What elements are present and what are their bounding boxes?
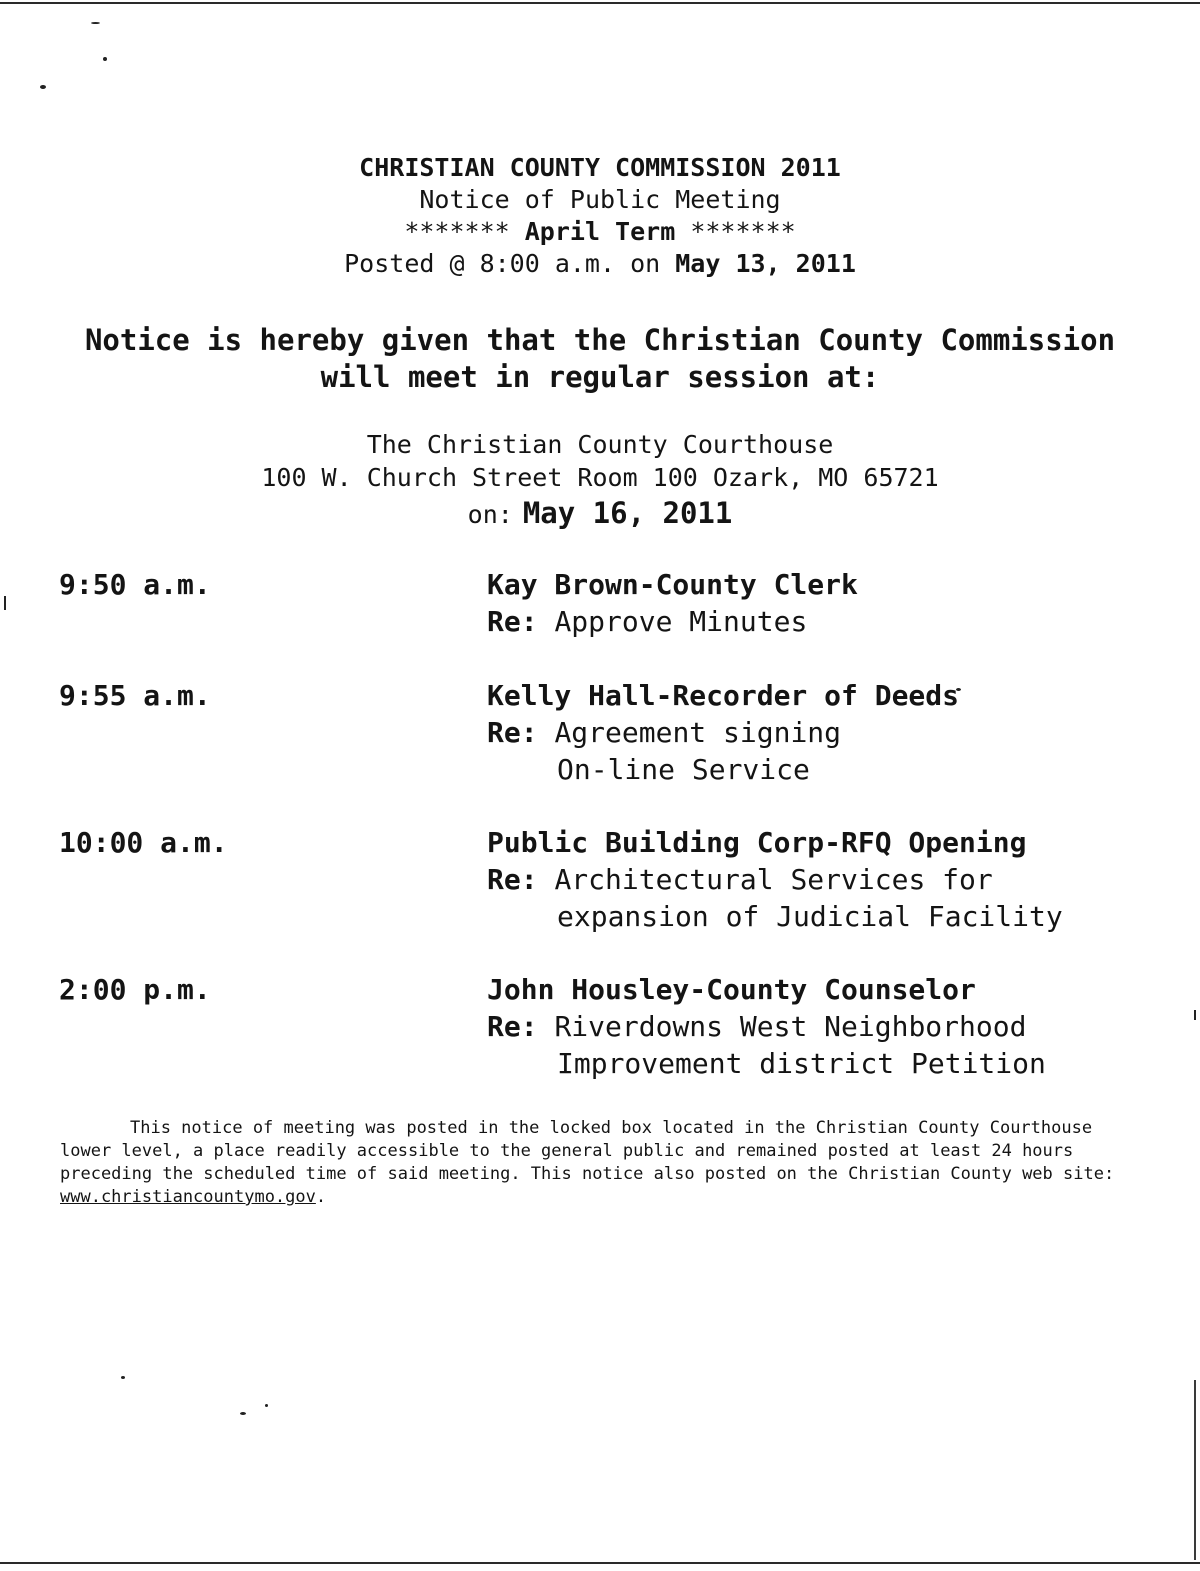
posted-prefix: Posted @ 8:00 a.m. on bbox=[344, 249, 661, 278]
re-label: Re: bbox=[487, 1010, 538, 1043]
agenda-time: 9:50 a.m. bbox=[59, 568, 211, 601]
county-website-link[interactable]: www.christiancountymo.gov bbox=[60, 1187, 316, 1207]
re-label: Re: bbox=[487, 863, 538, 896]
meeting-location bbox=[0, 428, 1200, 494]
term-stars-left: ******* bbox=[404, 217, 510, 246]
agenda-subject-continued: expansion of Judicial Facility bbox=[557, 900, 1063, 933]
scan-speck bbox=[91, 22, 100, 24]
scan-border-top bbox=[0, 2, 1200, 4]
agenda-details bbox=[487, 677, 1167, 788]
term-stars-right: ******* bbox=[690, 217, 796, 246]
agenda-details bbox=[487, 971, 1167, 1082]
agenda-subject-text: Agreement signing bbox=[554, 716, 842, 749]
announcement-line-1: Notice is hereby given that the Christian County Commission bbox=[84, 323, 1116, 357]
scan-speck bbox=[4, 596, 6, 610]
scan-border-bottom bbox=[0, 1562, 1200, 1564]
scan-border-right bbox=[1194, 1380, 1196, 1560]
scan-speck bbox=[40, 85, 46, 89]
scan-speck bbox=[1194, 1010, 1196, 1020]
agenda-subject-text: Approve Minutes bbox=[554, 605, 808, 638]
document-subtitle: Notice of Public Meeting bbox=[419, 185, 781, 214]
posted-date: May 13, 2011 bbox=[675, 249, 856, 278]
agenda-presenter: John Housley-County Counselor bbox=[487, 973, 976, 1006]
scan-speck bbox=[265, 1404, 268, 1407]
agenda-subject bbox=[487, 603, 1167, 640]
agenda-presenter: Kay Brown-County Clerk bbox=[487, 568, 858, 601]
meeting-date-line bbox=[0, 496, 1200, 532]
agenda-subject bbox=[487, 1008, 1167, 1045]
agenda-time: 10:00 a.m. bbox=[59, 826, 228, 859]
agenda-subject bbox=[487, 714, 1167, 751]
scan-speck bbox=[103, 57, 107, 61]
posting-notice bbox=[60, 1117, 1150, 1209]
meeting-date: May 16, 2011 bbox=[522, 496, 733, 530]
agenda-subject-text: Riverdowns West Neighborhood bbox=[554, 1010, 1027, 1043]
date-on-label: on: bbox=[467, 500, 513, 529]
re-label: Re: bbox=[487, 605, 538, 638]
agenda-details bbox=[487, 566, 1167, 640]
meeting-announcement bbox=[0, 322, 1200, 396]
agenda-subject-text: Architectural Services for bbox=[554, 863, 993, 896]
announcement-line-2: will meet in regular session at: bbox=[320, 360, 880, 394]
posting-notice-end: . bbox=[315, 1187, 327, 1207]
location-building: The Christian County Courthouse bbox=[366, 430, 834, 459]
scan-speck bbox=[121, 1376, 125, 1379]
agenda-time: 9:55 a.m. bbox=[59, 679, 211, 712]
agenda-time: 2:00 p.m. bbox=[59, 973, 211, 1006]
agenda-subject-continued: On-line Service bbox=[557, 753, 810, 786]
term-line bbox=[0, 216, 1200, 248]
posted-line bbox=[0, 248, 1200, 280]
posting-notice-text: This notice of meeting was posted in the locked box located in the Christian County Courthouse lower level, a place readily accessible to the general public and remained posted at least 24 hours preceding the scheduled time of said meeting. This notice also posted on the Christian County web site: bbox=[60, 1118, 1115, 1184]
agenda-details bbox=[487, 824, 1167, 935]
re-label: Re: bbox=[487, 716, 538, 749]
notice-header bbox=[0, 152, 1200, 280]
agenda-presenter: Public Building Corp-RFQ Opening bbox=[487, 826, 1027, 859]
agenda-subject bbox=[487, 861, 1167, 898]
document-title: CHRISTIAN COUNTY COMMISSION 2011 bbox=[359, 153, 841, 182]
agenda-presenter: Kelly Hall-Recorder of Deeds bbox=[487, 679, 960, 712]
location-address: 100 W. Church Street Room 100 Ozark, MO 65721 bbox=[261, 463, 939, 492]
scan-speck bbox=[240, 1412, 246, 1415]
term-label: April Term bbox=[524, 217, 676, 246]
agenda-subject-continued: Improvement district Petition bbox=[557, 1047, 1046, 1080]
